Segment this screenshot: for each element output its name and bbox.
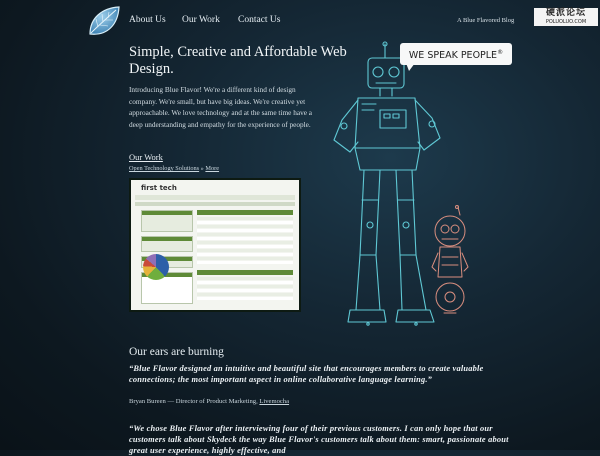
project-link[interactable]: Open Technology Solutions — [129, 165, 200, 172]
thumbnail-navbar — [135, 195, 295, 200]
thumbnail-row — [197, 281, 293, 284]
our-work-heading[interactable]: Our Work — [129, 152, 163, 162]
thumbnail-screen — [131, 180, 299, 310]
thumbnail-sidebox — [141, 236, 193, 252]
thumbnail-row — [197, 237, 293, 240]
testimonial-attribution — [129, 398, 289, 405]
thumbnail-tabs — [135, 202, 295, 206]
robot-illustration — [320, 40, 520, 330]
thumbnail-pie-chart — [143, 254, 169, 280]
thumbnail-row — [197, 245, 293, 248]
link-separator: » — [199, 165, 206, 172]
watermark-title: 硬派论坛 — [545, 8, 586, 18]
thumbnail-row — [197, 229, 293, 232]
project-thumbnail[interactable] — [129, 178, 301, 312]
testimonial-quote: “We chose Blue Flavor after interviewing four of their previous customers. I can only hope that our customers talk about Skydeck the way Blue Flavor's customers talk about them: smart, passionate about great user experience, highly effective, and — [129, 424, 509, 455]
nav-our-work[interactable]: Our Work — [182, 15, 220, 25]
small-robot-illustration — [430, 205, 470, 320]
blog-link[interactable]: A Blue Flavored Blog — [457, 17, 515, 24]
more-link[interactable]: More — [205, 165, 220, 172]
speech-bubble-tail — [406, 63, 415, 71]
site-watermark — [534, 8, 598, 26]
nav-contact-us[interactable]: Contact Us — [238, 15, 281, 25]
thumbnail-row — [197, 221, 293, 224]
page-headline: Simple, Creative and Affordable Web Design. — [129, 44, 347, 77]
speech-bubble-text: WE SPEAK PEOPLE® — [408, 49, 504, 62]
thumbnail-table-head — [197, 210, 293, 215]
watermark-url: POLUOLUO.COM — [545, 19, 587, 25]
thumbnail-row — [197, 253, 293, 256]
thumbnail-row — [197, 241, 293, 244]
thumbnail-row — [197, 225, 293, 228]
thumbnail-main — [197, 210, 293, 304]
testimonial-author: Bryan Bureen — Director of Product Marketing, — [129, 398, 260, 405]
thumbnail-logo: first tech — [141, 184, 177, 192]
thumbnail-row — [197, 233, 293, 236]
thumbnail-row — [197, 261, 293, 264]
testimonial-quote: “Blue Flavor designed an intuitive and beautiful site that encourages members to create valuable connections; the most important aspect in online collaborative language learning.” — [129, 364, 484, 384]
leaf-logo-icon[interactable] — [86, 4, 122, 40]
nav-about-us[interactable]: About Us — [129, 15, 166, 25]
testimonials-heading: Our ears are burning — [129, 346, 224, 358]
thumbnail-row — [197, 289, 293, 292]
intro-paragraph: Introducing Blue Flavor! We're a different kind of design company. We're small, but have big ideas. We're creative yet approachable. We love technology and at the same time have a deep understanding and empathy for the experience of people. — [129, 85, 313, 129]
thumbnail-row — [197, 297, 293, 300]
thumbnail-row — [197, 257, 293, 260]
thumbnail-sidebox — [141, 210, 193, 232]
thumbnail-row — [197, 249, 293, 252]
thumbnail-table-head — [197, 270, 293, 275]
thumbnail-row — [197, 277, 293, 280]
thumbnail-row — [197, 293, 293, 296]
thumbnail-row — [197, 285, 293, 288]
thumbnail-row — [197, 217, 293, 220]
testimonial-company-link[interactable]: Livemocha — [259, 398, 290, 405]
speech-bubble — [400, 43, 512, 65]
our-work-links — [129, 165, 219, 172]
